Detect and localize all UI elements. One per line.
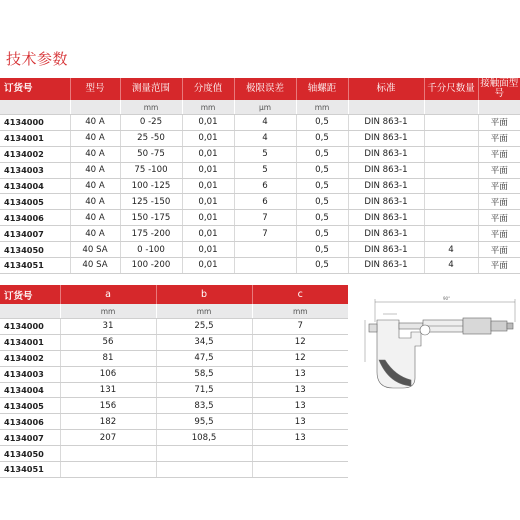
table-cell: 平面: [478, 146, 520, 162]
column-header: 千分尺数量: [424, 78, 478, 100]
table-cell: 0,01: [182, 115, 234, 131]
unit-cell: mm: [252, 304, 348, 319]
table-row: [0, 194, 520, 210]
column-header: 极限误差: [234, 78, 296, 100]
table-cell: 0,01: [182, 258, 234, 274]
table-row: [0, 242, 520, 258]
table-cell: 0,01: [182, 210, 234, 226]
table-cell: [252, 446, 348, 462]
table-cell: 0,01: [182, 226, 234, 242]
table-cell: 75 -100: [120, 162, 182, 178]
unit-cell: mm: [182, 100, 234, 115]
table-cell: DIN 863-1: [348, 146, 424, 162]
table-row: [0, 382, 348, 398]
unit-cell: [0, 100, 70, 115]
table-row: [0, 446, 348, 462]
column-header: a: [60, 285, 156, 304]
table-cell: 平面: [478, 178, 520, 194]
table-cell: 40 A: [70, 130, 120, 146]
table-cell: [424, 194, 478, 210]
table-cell: DIN 863-1: [348, 194, 424, 210]
table-row: [0, 366, 348, 382]
table-cell: [424, 178, 478, 194]
table-cell: 40 A: [70, 194, 120, 210]
table-row: [0, 210, 520, 226]
table1-header-row: [0, 78, 520, 100]
table-cell: 25,5: [156, 319, 252, 335]
table-cell: 100 -200: [120, 258, 182, 274]
table-cell: 0,01: [182, 130, 234, 146]
table-cell: 106: [60, 366, 156, 382]
table-cell: 7: [234, 210, 296, 226]
table-cell: 150 -175: [120, 210, 182, 226]
table-cell: 0,5: [296, 130, 348, 146]
table-cell: 7: [234, 226, 296, 242]
table-cell: [234, 258, 296, 274]
table-cell: 25 -50: [120, 130, 182, 146]
table-cell: 4134004: [0, 382, 60, 398]
table-cell: 0 -100: [120, 242, 182, 258]
table-cell: 0,5: [296, 210, 348, 226]
table-cell: 4134001: [0, 130, 70, 146]
table2-body: [0, 319, 348, 478]
column-header: 标准: [348, 78, 424, 100]
table-cell: 40 A: [70, 115, 120, 131]
table-row: [0, 130, 520, 146]
table-cell: 平面: [478, 115, 520, 131]
table-cell: 4: [234, 130, 296, 146]
unit-cell: mm: [60, 304, 156, 319]
table-cell: 13: [252, 430, 348, 446]
table-cell: 0 -25: [120, 115, 182, 131]
technical-parameters-table: [0, 78, 520, 274]
table-cell: DIN 863-1: [348, 178, 424, 194]
section-title: 技术参数: [6, 50, 69, 68]
table-cell: 4134000: [0, 115, 70, 131]
table-cell: 4: [424, 242, 478, 258]
table-cell: 4134051: [0, 258, 70, 274]
unit-cell: [348, 100, 424, 115]
table-cell: 58,5: [156, 366, 252, 382]
table-cell: 47,5: [156, 350, 252, 366]
table-cell: [424, 115, 478, 131]
table-row: [0, 350, 348, 366]
unit-cell: [478, 100, 520, 115]
table-cell: 4134005: [0, 398, 60, 414]
table-cell: 0,01: [182, 146, 234, 162]
table-row: [0, 162, 520, 178]
table-cell: 131: [60, 382, 156, 398]
table2-unit-row: [0, 304, 348, 319]
table-cell: 12: [252, 334, 348, 350]
table-cell: 4134007: [0, 430, 60, 446]
table-cell: 0,5: [296, 194, 348, 210]
table-cell: 平面: [478, 194, 520, 210]
table-cell: [424, 146, 478, 162]
table-cell: 40 A: [70, 210, 120, 226]
table-cell: DIN 863-1: [348, 242, 424, 258]
table-cell: 4134005: [0, 194, 70, 210]
table-cell: 0,5: [296, 115, 348, 131]
table-row: [0, 146, 520, 162]
table-cell: 13: [252, 398, 348, 414]
column-header: 分度值: [182, 78, 234, 100]
table-cell: 5: [234, 146, 296, 162]
table-cell: 4134002: [0, 146, 70, 162]
table-row: [0, 258, 520, 274]
table-cell: 175 -200: [120, 226, 182, 242]
table-cell: 6: [234, 194, 296, 210]
table-cell: 4134003: [0, 366, 60, 382]
table-cell: 0,01: [182, 242, 234, 258]
dimensions-table: [0, 285, 348, 478]
table-row: [0, 226, 520, 242]
table-cell: 4134050: [0, 446, 60, 462]
table-cell: 13: [252, 414, 348, 430]
table-row: [0, 430, 348, 446]
table-cell: 95,5: [156, 414, 252, 430]
column-header: b: [156, 285, 252, 304]
table-cell: DIN 863-1: [348, 226, 424, 242]
table-cell: 40 A: [70, 162, 120, 178]
table1-unit-row: [0, 100, 520, 115]
table-row: [0, 334, 348, 350]
table-cell: 4134050: [0, 242, 70, 258]
table-cell: 4134001: [0, 334, 60, 350]
unit-cell: mm: [156, 304, 252, 319]
table-cell: 4134002: [0, 350, 60, 366]
table-cell: 4: [234, 115, 296, 131]
table-cell: 207: [60, 430, 156, 446]
unit-cell: [70, 100, 120, 115]
unit-cell: μm: [234, 100, 296, 115]
table-cell: 4134004: [0, 178, 70, 194]
table-cell: 83,5: [156, 398, 252, 414]
column-header: c: [252, 285, 348, 304]
table-cell: 平面: [478, 226, 520, 242]
table-cell: 31: [60, 319, 156, 335]
table-cell: [234, 242, 296, 258]
table-cell: DIN 863-1: [348, 130, 424, 146]
table-cell: 182: [60, 414, 156, 430]
table-cell: 平面: [478, 242, 520, 258]
table-row: [0, 462, 348, 478]
column-header: 接触面型号: [478, 78, 520, 100]
table-cell: 平面: [478, 258, 520, 274]
table-cell: 4134003: [0, 162, 70, 178]
table-cell: 4134006: [0, 210, 70, 226]
unit-cell: [424, 100, 478, 115]
table-cell: 108,5: [156, 430, 252, 446]
table-cell: 13: [252, 366, 348, 382]
table-cell: 40 SA: [70, 258, 120, 274]
table-cell: [156, 462, 252, 478]
table-cell: [424, 210, 478, 226]
table-cell: 5: [234, 162, 296, 178]
table-cell: 7: [252, 319, 348, 335]
table-cell: 0,5: [296, 178, 348, 194]
column-header: 型号: [70, 78, 120, 100]
micrometer-technical-drawing: [355, 290, 520, 400]
table-cell: 71,5: [156, 382, 252, 398]
table1-body: [0, 115, 520, 274]
table-row: [0, 178, 520, 194]
table-cell: 34,5: [156, 334, 252, 350]
table-cell: DIN 863-1: [348, 115, 424, 131]
table-row: [0, 398, 348, 414]
table-cell: [424, 130, 478, 146]
table-cell: [252, 462, 348, 478]
table-cell: 0,01: [182, 194, 234, 210]
table-cell: [60, 462, 156, 478]
table-cell: 0,01: [182, 178, 234, 194]
table-cell: 6: [234, 178, 296, 194]
table-cell: [156, 446, 252, 462]
table-cell: DIN 863-1: [348, 258, 424, 274]
table-cell: 0,5: [296, 226, 348, 242]
table-cell: DIN 863-1: [348, 210, 424, 226]
column-header: 订货号: [0, 78, 70, 100]
table-cell: 0,5: [296, 258, 348, 274]
column-header: 轴螺距: [296, 78, 348, 100]
table-cell: 0,5: [296, 242, 348, 258]
table-cell: 4134051: [0, 462, 60, 478]
unit-cell: [0, 304, 60, 319]
table-cell: 12: [252, 350, 348, 366]
table-row: [0, 319, 348, 335]
table-cell: 40 A: [70, 178, 120, 194]
column-header: 订货号: [0, 285, 60, 304]
table-cell: 50 -75: [120, 146, 182, 162]
table-cell: 4: [424, 258, 478, 274]
table-row: [0, 414, 348, 430]
table-cell: 100 -125: [120, 178, 182, 194]
table-cell: 81: [60, 350, 156, 366]
table-cell: 56: [60, 334, 156, 350]
table-row: [0, 115, 520, 131]
table-cell: 40 A: [70, 226, 120, 242]
svg-text:90°: 90°: [443, 296, 451, 301]
table-cell: [424, 226, 478, 242]
unit-cell: mm: [120, 100, 182, 115]
table-cell: 平面: [478, 130, 520, 146]
table-cell: DIN 863-1: [348, 162, 424, 178]
table-cell: 4134000: [0, 319, 60, 335]
table-cell: 0,5: [296, 162, 348, 178]
table-cell: [424, 162, 478, 178]
table-cell: [60, 446, 156, 462]
table-cell: 4134006: [0, 414, 60, 430]
table-cell: 4134007: [0, 226, 70, 242]
table-cell: 125 -150: [120, 194, 182, 210]
table2-header-row: [0, 285, 348, 304]
table-cell: 156: [60, 398, 156, 414]
unit-cell: mm: [296, 100, 348, 115]
column-header: 测量范围: [120, 78, 182, 100]
table-cell: 平面: [478, 210, 520, 226]
table-cell: 40 SA: [70, 242, 120, 258]
table-cell: 平面: [478, 162, 520, 178]
table-cell: 13: [252, 382, 348, 398]
table-cell: 0,5: [296, 146, 348, 162]
table-cell: 0,01: [182, 162, 234, 178]
table-cell: 40 A: [70, 146, 120, 162]
